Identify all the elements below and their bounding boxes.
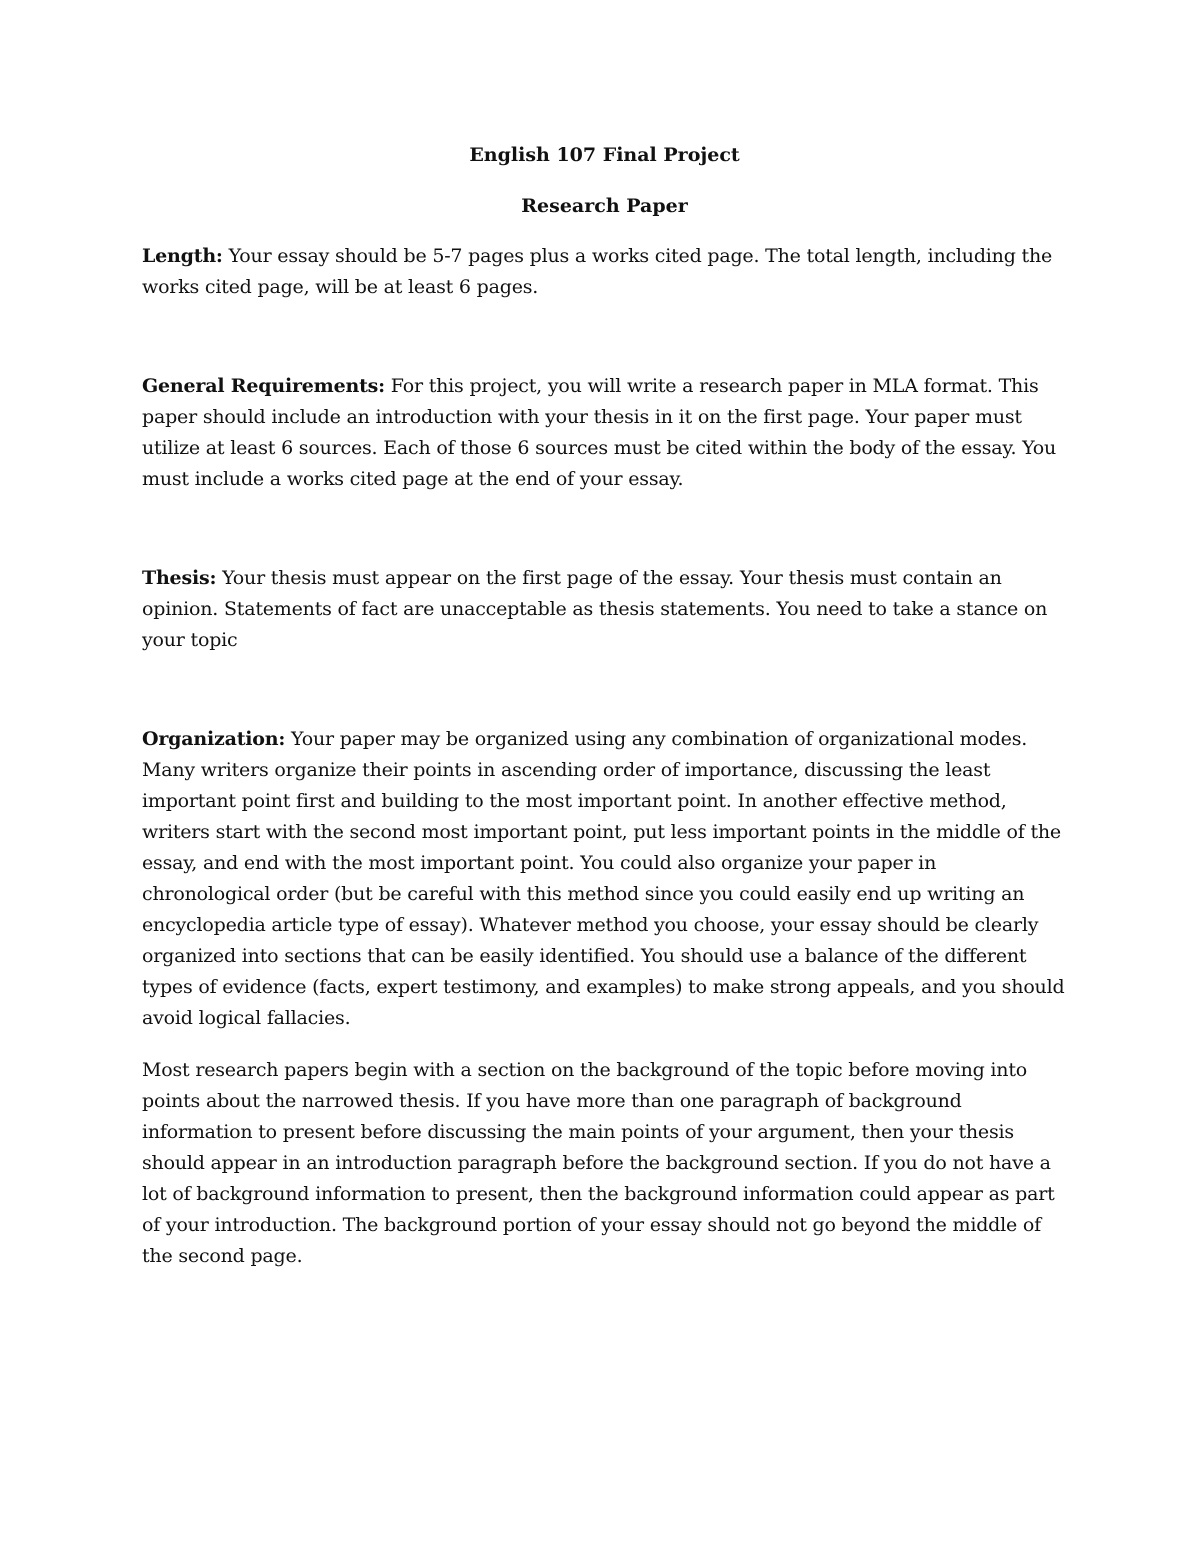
general-requirements-paragraph (142, 371, 1067, 495)
general-requirements-label: General Requirements: (142, 375, 385, 397)
length-paragraph (142, 241, 1067, 303)
thesis-paragraph (142, 563, 1067, 656)
paragraph-spacer (142, 1034, 1067, 1055)
general-requirements-text: For this project, you will write a research paper in MLA format. This paper should include an introduction with your thesis in it on the first page. Your paper must utilize at least 6 sources. Each of those 6 sources must be cited within the body of the essay. You must include a works cited page at the end of your essay. (142, 375, 1057, 490)
document-subtitle: Research Paper (521, 195, 688, 217)
paragraph-spacer (142, 495, 1067, 563)
thesis-label: Thesis: (142, 567, 217, 589)
length-text: Your essay should be 5-7 pages plus a works cited page. The total length, including the works cited page, will be at least 6 pages. (142, 245, 1053, 298)
paragraph-spacer (142, 303, 1067, 371)
document-content (142, 140, 1067, 1272)
thesis-text: Your thesis must appear on the first page of the essay. Your thesis must contain an opinion. Statements of fact are unacceptable as thesis statements. You need to take a stance on your topic (142, 567, 1048, 651)
organization-label: Organization: (142, 728, 286, 750)
organization-paragraph (142, 724, 1067, 1034)
document-title: English 107 Final Project (469, 144, 740, 166)
organization-text: Your paper may be organized using any combination of organizational modes. Many writers organize their points in ascending order of importance, discussing the least important point first and building to the most important point. In another effective method, writers start with the second most important point, put less important points in the middle of the essay, and end with the most important point. You could also organize your paper in chronological order (but be careful with this method since you could easily end up writing an encyclopedia article type of essay). Whatever method you choose, your essay should be clearly organized into sections that can be easily identified. You should use a balance of the different types of evidence (facts, expert testimony, and examples) to make strong appeals, and you should avoid logical fallacies. (142, 728, 1065, 1029)
length-label: Length: (142, 245, 223, 267)
closing-paragraph: Most research papers begin with a section on the background of the topic before moving into points about the narrowed thesis. If you have more than one paragraph of background information to present before discussing the main points of your argument, then your thesis should appear in an introduction paragraph before the background section. If you do not have a lot of background information to present, then the background information could appear as part of your introduction. The background portion of your essay should not go beyond the middle of the second page. (142, 1059, 1055, 1267)
paragraph-spacer (142, 656, 1067, 724)
